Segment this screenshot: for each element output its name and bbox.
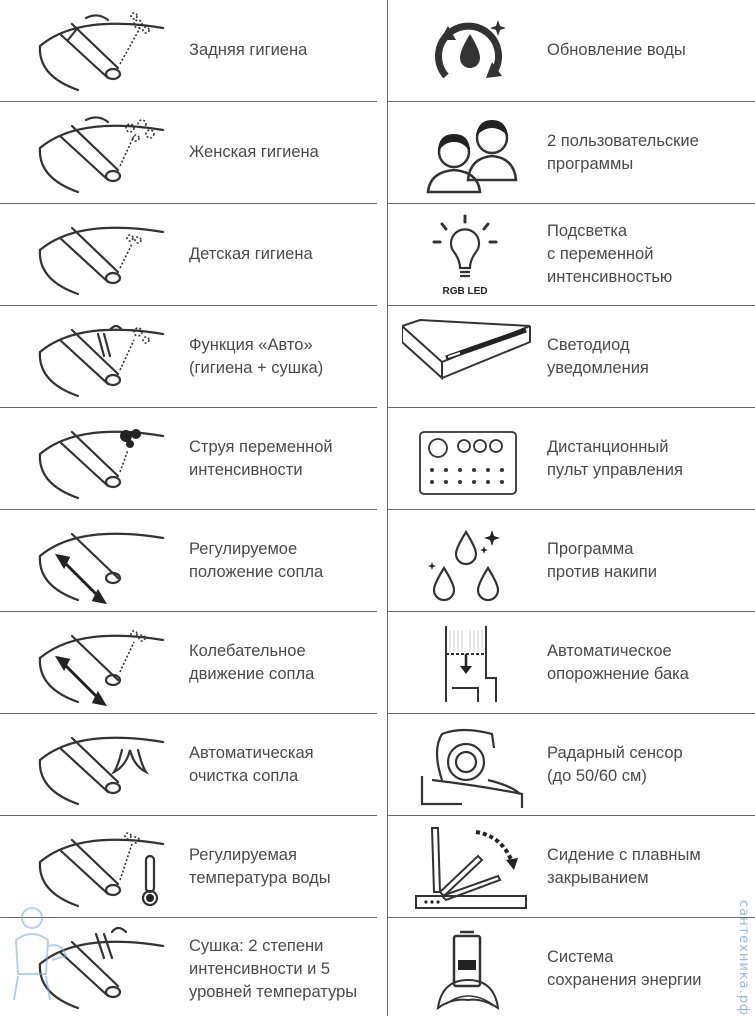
feature-row — [0, 510, 377, 612]
watermark-text: сантехника.рф — [736, 900, 751, 1017]
feature-label: Струя переменной интенсивности — [189, 437, 333, 479]
variable-jet-icon — [38, 414, 168, 504]
feature-label: Регулируемая температура воды — [189, 845, 331, 887]
rear-hygiene-icon — [38, 6, 168, 96]
feature-label: Автоматическое опорожнение бака — [547, 641, 689, 683]
feature-label: Регулируемое положение сопла — [189, 539, 324, 581]
feature-label: Задняя гигиена — [189, 41, 308, 59]
anti-limescale-icon — [402, 516, 532, 606]
mascot-logo — [2, 896, 72, 1006]
feature-row — [388, 408, 755, 510]
feature-row — [388, 306, 755, 408]
feature-label: Дистанционный пульт управления — [547, 437, 683, 479]
rgb-led-icon — [402, 210, 532, 300]
feature-label: Детская гигиена — [189, 245, 313, 263]
nozzle-position-icon — [38, 516, 168, 606]
feature-row — [0, 714, 377, 816]
feature-label: 2 пользовательские программы — [547, 131, 699, 173]
feature-label: Обновление воды — [547, 41, 686, 59]
feature-label: Светодиод уведомления — [547, 335, 649, 377]
feature-row — [388, 714, 755, 816]
two-users-icon — [402, 108, 532, 198]
led-indicator-icon — [402, 312, 532, 402]
soft-close-seat-icon — [402, 822, 532, 912]
feature-row — [388, 612, 755, 714]
feature-row — [388, 0, 755, 102]
feature-row — [0, 0, 377, 102]
right-column — [388, 0, 755, 1016]
oscillating-nozzle-icon — [38, 618, 168, 708]
left-column — [0, 0, 377, 1016]
feature-row — [0, 102, 377, 204]
tank-drain-icon — [402, 618, 532, 708]
feature-label: Женская гигиена — [189, 143, 319, 161]
feature-row — [0, 306, 377, 408]
feature-label: Подсветка с переменной интенсивностью — [547, 222, 673, 286]
female-hygiene-icon — [38, 108, 168, 198]
feature-label: Система сохранения энергии — [547, 948, 702, 989]
feature-label: Сидение с плавным закрыванием — [547, 845, 701, 887]
auto-function-icon — [38, 312, 168, 402]
feature-row — [0, 408, 377, 510]
feature-row — [0, 204, 377, 306]
water-refresh-icon — [402, 6, 532, 96]
energy-saving-icon — [402, 924, 532, 1014]
feature-label: Автоматическая очистка сопла — [189, 743, 314, 785]
feature-row — [388, 204, 755, 306]
remote-control-icon — [402, 414, 532, 504]
feature-label: Программа против накипи — [547, 539, 657, 581]
radar-sensor-icon — [402, 720, 532, 810]
nozzle-cleaning-icon — [38, 720, 168, 810]
feature-row — [388, 918, 755, 1020]
feature-label: Радарный сенсор (до 50/60 см) — [547, 743, 683, 785]
rgb-led-caption: RGB LED — [442, 286, 488, 297]
feature-label: Функция «Авто» (гигиена + сушка) — [189, 335, 324, 377]
feature-label: Колебательное движение сопла — [189, 641, 315, 683]
child-hygiene-icon — [38, 210, 168, 300]
feature-row — [0, 612, 377, 714]
feature-row — [388, 510, 755, 612]
feature-row — [388, 816, 755, 918]
feature-row — [388, 102, 755, 204]
feature-label: Сушка: 2 степени интенсивности и 5 уровней температуры — [189, 936, 358, 1001]
